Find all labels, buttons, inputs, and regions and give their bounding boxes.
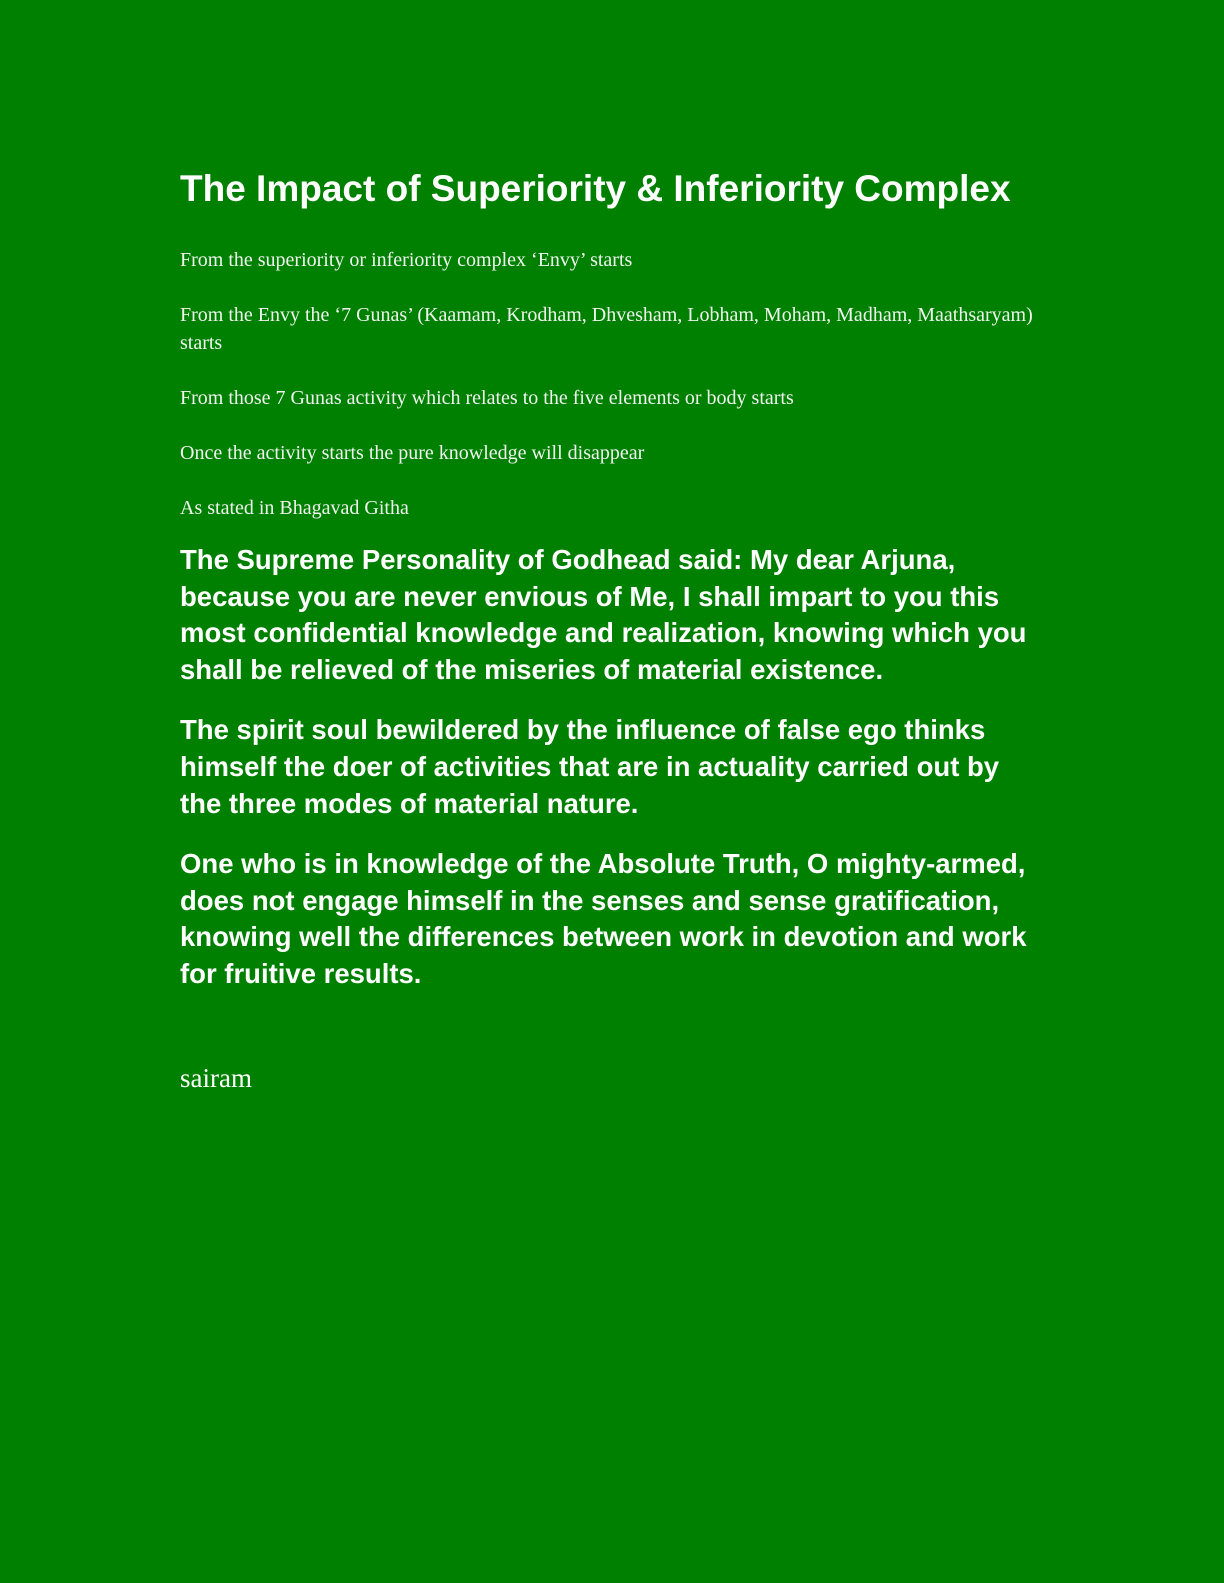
intro-line-githa: As stated in Bhagavad Githa [180, 497, 409, 519]
page-title: The Impact of Superiority & Inferiority Complex [180, 168, 1011, 209]
quote-paragraph-1: The Supreme Personality of Godhead said: My dear Arjuna, because you are never envious of Me, I shall impart to you this most confidential knowledge and realization, knowing which you shall be relieved of the miseries of material existence. [180, 544, 1027, 685]
quote-paragraph-2: The spirit soul bewildered by the influence of false ego thinks himself the doer of activities that are in actuality carried out by the three modes of material nature. [180, 714, 1000, 819]
intro-line-envy: From the superiority or inferiority complex ‘Envy’ starts [180, 249, 633, 271]
quote-paragraph-3: One who is in knowledge of the Absolute Truth, O mighty-armed, does not engage himself in the senses and sense gratification, knowing well the differences between work in devotion and work for fruitive results. [180, 848, 1027, 989]
intro-line-gunas: From the Envy the ‘7 Gunas’ (Kaamam, Krodham, Dhvesham, Lobham, Moham, Madham, Maathsaryam) starts [180, 304, 1033, 354]
document-page [180, 166, 1040, 1095]
intro-line-activity: From those 7 Gunas activity which relates to the five elements or body starts [180, 387, 794, 409]
signature: sairam [180, 1062, 252, 1093]
intro-line-knowledge: Once the activity starts the pure knowledge will disappear [180, 442, 645, 464]
